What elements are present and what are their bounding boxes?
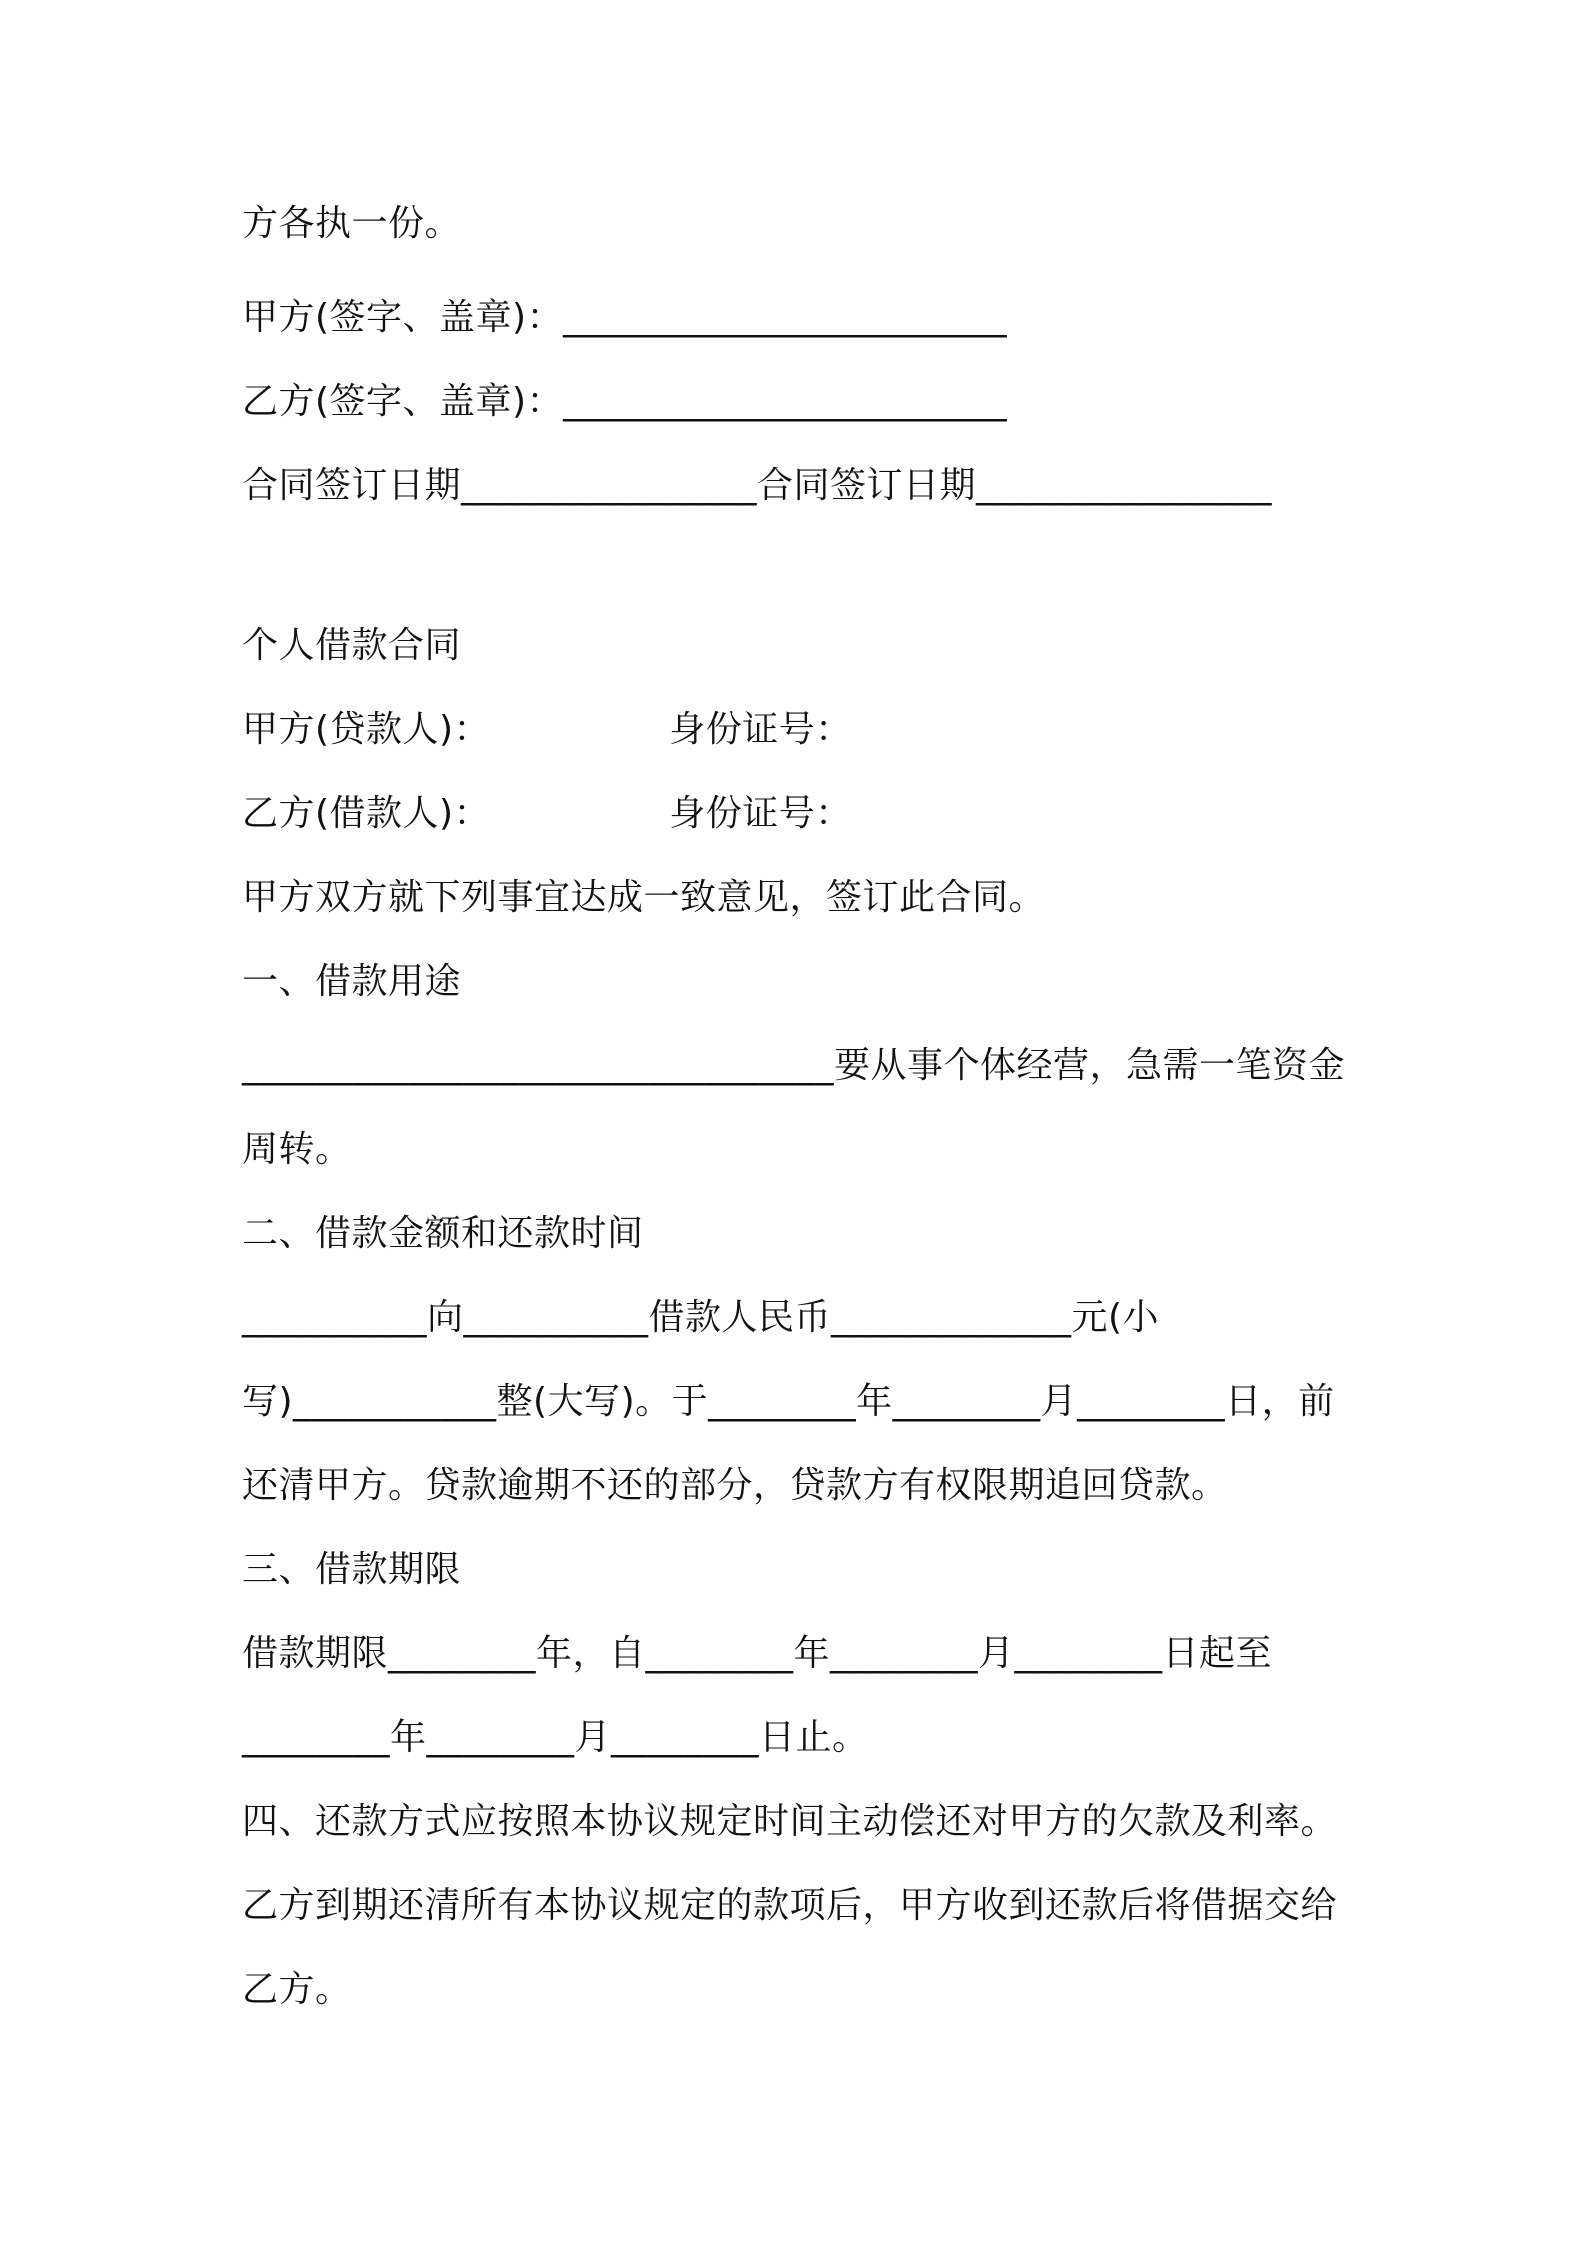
- text-line: 周转。: [242, 1129, 352, 1170]
- text-line: 乙方到期还清所有本协议规定的款项后，甲方收到还款后将借据交给: [242, 1885, 1338, 1926]
- signing-date-line: 合同签订日期________________合同签订日期________________: [242, 465, 1273, 506]
- text-line: 还清甲方。贷款逾期不还的部分，贷款方有权限期追回贷款。: [242, 1465, 1228, 1506]
- text-line: 方各执一份。: [242, 203, 462, 244]
- text-line: ________年________月________日止。: [242, 1717, 869, 1758]
- party-a-signature-line: 甲方(签字、盖章)：________________________: [242, 297, 1008, 338]
- document-title: 个人借款合同: [242, 625, 462, 666]
- text-line: 乙方。: [242, 1969, 352, 2010]
- borrower-line: 乙方(借款人)： 身份证号：: [242, 793, 852, 834]
- section-heading: 三、借款期限: [242, 1549, 462, 1590]
- party-b-signature-line: 乙方(签字、盖章)：________________________: [242, 381, 1008, 422]
- text-line: __________向__________借款人民币_____________元(小: [242, 1297, 1160, 1338]
- section-heading: 一、借款用途: [242, 961, 462, 1002]
- text-line: ________________________________要从事个体经营，急需一笔资金: [242, 1045, 1346, 1086]
- section-heading: 二、借款金额和还款时间: [242, 1213, 644, 1254]
- text-line: 四、还款方式应按照本协议规定时间主动偿还对甲方的欠款及利率。: [242, 1801, 1338, 1842]
- text-line: 写)___________整(大写)。于________年________月________日，前: [242, 1381, 1335, 1422]
- lender-line: 甲方(贷款人)： 身份证号：: [242, 709, 852, 750]
- text-line: 借款期限________年，自________年________月________日起至: [242, 1633, 1273, 1674]
- text-line: 甲方双方就下列事宜达成一致意见，签订此合同。: [242, 877, 1046, 918]
